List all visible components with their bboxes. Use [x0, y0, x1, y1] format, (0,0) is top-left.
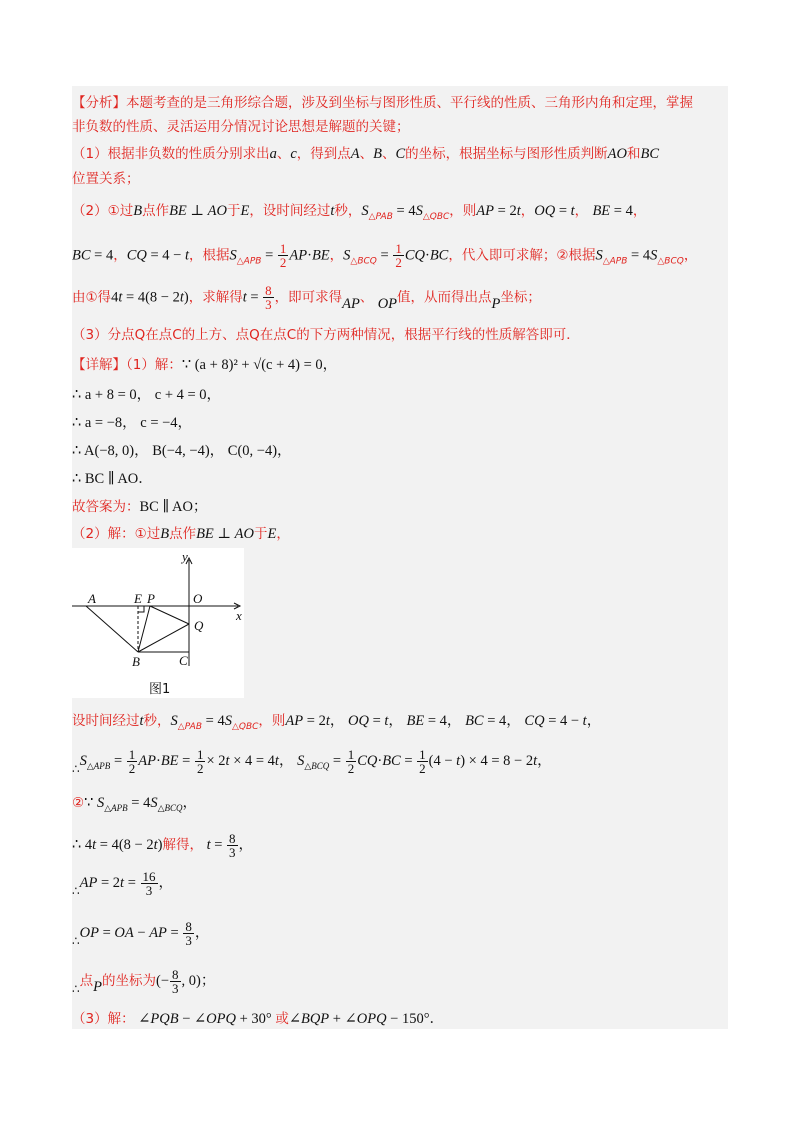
detail-eq5: ∴ BC ∥ AO．: [72, 471, 153, 487]
analysis-line-2: 非负数的性质、灵活运用分情况讨论思想是解题的关键；: [72, 119, 410, 135]
label-e: E: [134, 591, 142, 606]
label-c: C: [179, 653, 188, 668]
analysis-line-7: 由①得4t = 4(8 − 2t)，求解得t = $\frac{8}{3}$ ，即可求得AP、 OP值，从而得出点P坐标；: [72, 283, 541, 312]
label-y: y: [182, 549, 188, 564]
part2-line: （2）解：①过B点作BE ⊥ AO于E，: [72, 526, 290, 542]
analysis-line-3: （1）根据非负数的性质分别求出a、c，得到点A、B、C的坐标，根据坐标与图形性质判断AO和BC: [72, 146, 660, 162]
label-x: x: [236, 608, 242, 623]
detail-head: 【详解】（1）解：∵ (a + 8)² + √(c + 4) = 0，: [72, 357, 338, 373]
segment-bq: [138, 624, 189, 652]
analysis-line-5: （2）①过B点作BE ⊥ AO于E，设时间经过t秒，$S_{\triangle PAB} = 4S_{\triangle QBC}$，则AP = 2t，OQ = t， BE = 4，: [72, 203, 647, 222]
op-line: $_\therefore$OP = OA − AP = $\frac{8}{3}$ ，: [72, 919, 210, 948]
analysis-line-4: 位置关系；: [72, 171, 140, 187]
detail-eq4: ∴ A(−8, 0)， B(−4, −4)， C(0, −4)，: [72, 443, 292, 459]
label-p: P: [147, 591, 155, 606]
detail-eq2: ∴ a + 8 = 0， c + 4 = 0，: [72, 387, 222, 403]
solve-line: ∴ 4t = 4(8 − 2t)解得， t = $\frac{8}{3}$ ，: [72, 831, 254, 860]
after-line-1: 设时间经过t秒，$S_{\triangle PAB} = 4S_{\triangle QBC}$，则AP = 2t， OQ = t， BE = 4， BC = 4， CQ = 4 − t，: [72, 713, 602, 732]
coord-line: $_\therefore$点P的坐标为(− $\frac{8}{3}$ , 0)；: [72, 967, 216, 996]
analysis-line-1: 【分析】本题考查的是三角形综合题，涉及到坐标与图形性质、平行线的性质、三角形内角和定理，掌握: [72, 95, 693, 111]
answer-line: 故答案为：BC ∥ AO；: [72, 499, 208, 515]
part3-line: （3）解： ∠PQB − ∠OPQ + 30° 或∠BQP + ∠OPQ − 150°．: [72, 1011, 445, 1027]
right-angle-mark: [138, 606, 144, 612]
condition-line: ②∵ $S_{\triangle APB} = 4S_{\triangle BCQ}$，: [72, 795, 197, 813]
label-b: B: [132, 654, 140, 669]
geometry-figure: [72, 548, 244, 698]
figure-caption: 图1: [149, 682, 171, 697]
analysis-line-8: （3）分点Q在点C的上方、点Q在点C的下方两种情况，根据平行线的性质解答即可．: [72, 327, 580, 343]
label-q: Q: [194, 618, 204, 633]
segment-pq: [150, 606, 189, 624]
area-line: $_\therefore S_{\triangle APB}$ = $\frac{1}{2}$ AP·BE = $\frac{1}{2}$ × 2t × 4 = 4t， $S_{\triangle BCQ}$ = $\frac{1}{2}$ CQ·BC = $\frac{1}{2}$ (4 − t) × 4 = 8 − 2t，: [72, 747, 552, 776]
label-o: O: [193, 591, 203, 606]
segment-ab: [86, 606, 138, 652]
ap-line: $_\therefore$AP = 2t = $\frac{16}{3}$ ，: [72, 869, 174, 898]
segment-bp: [138, 606, 150, 652]
analysis-line-6: BC = 4，CQ = 4 − t，根据$S_{\triangle APB}$ = $\frac{1}{2}$ AP·BE，$S_{\triangle BCQ}$ = $\frac{1}{2}$ CQ·BC，代入即可求解；②根据$S_{\triangle APB} = 4S_{\triangle BCQ}$，: [72, 241, 698, 270]
detail-eq3: ∴ a = −8， c = −4，: [72, 415, 193, 431]
figure-svg: [72, 548, 244, 698]
label-a: A: [88, 591, 96, 606]
